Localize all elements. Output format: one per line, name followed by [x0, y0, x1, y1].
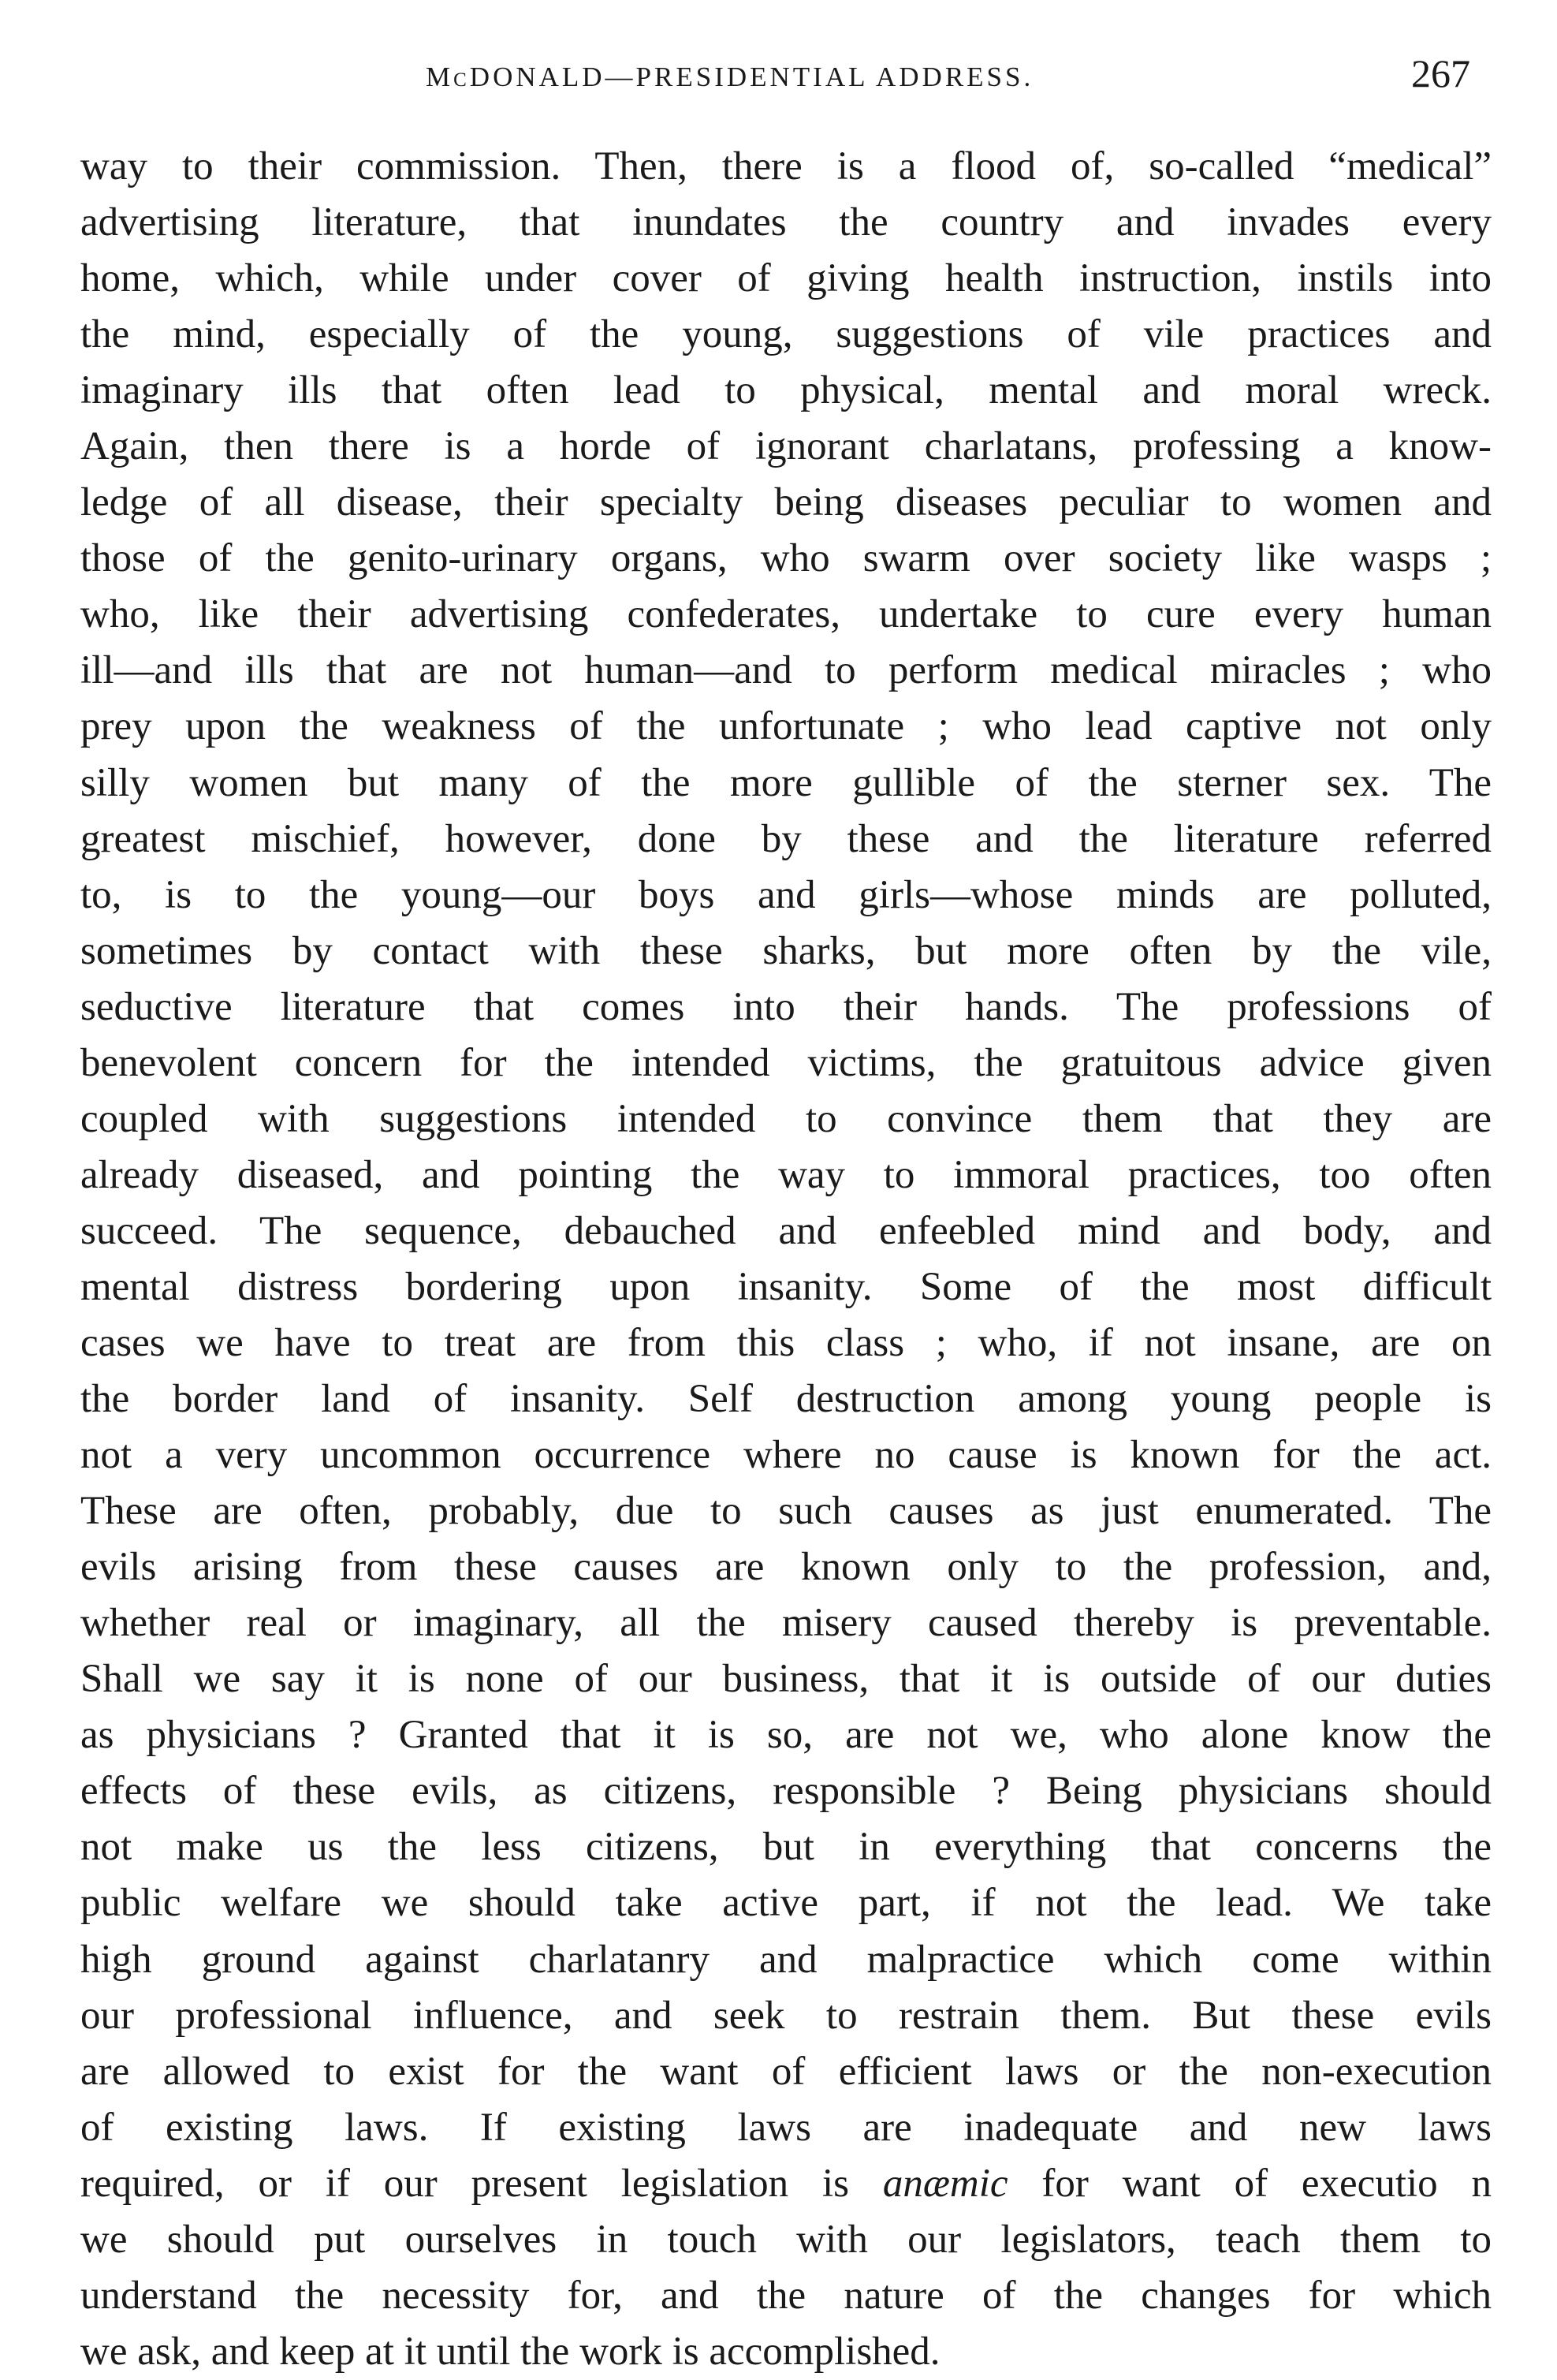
text-line [80, 2156, 1492, 2212]
text-line: we should put ourselves in touch with our legislators, teach them to [80, 2217, 1492, 2262]
text-line: benevolent concern for the intended victims, the gratuitous advice given [80, 1040, 1492, 1085]
text-segment: for want of executio n [1008, 2161, 1492, 2206]
text-line: the mind, especially of the young, suggestions of vile practices and [80, 312, 1492, 357]
text-line: already diseased, and pointing the way to immoral practices, too often [80, 1152, 1492, 1197]
running-title: McDONALD—PRESIDENTIAL ADDRESS. [426, 62, 1034, 92]
text-line: to, is to the young—our boys and girls—whose minds are polluted, [80, 872, 1492, 917]
text-line: ill—and ills that are not human—and to perform medical miracles ; who [80, 648, 1492, 693]
text-segment: required, or if our present legislation is [80, 2161, 883, 2206]
text-line: not make us the less citizens, but in everything that concerns the [80, 1825, 1492, 1870]
text-line-last: we ask, and keep at it until the work is accomplished. [80, 2329, 941, 2374]
text-line: high ground against charlatanry and malpractice which come within [80, 1937, 1492, 1982]
text-line: sometimes by contact with these sharks, but more often by the vile, [80, 928, 1492, 973]
text-line: the border land of insanity. Self destruction among young people is [80, 1377, 1492, 1422]
text-line: greatest mischief, however, done by these and the literature referred [80, 816, 1492, 861]
text-line: coupled with suggestions intended to convince them that they are [80, 1096, 1492, 1141]
running-head [0, 50, 1557, 98]
text-line: mental distress bordering upon insanity. Some of the most difficult [80, 1264, 1492, 1309]
italic-word: anæmic [882, 2161, 1008, 2206]
text-line: as physicians ? Granted that it is so, are not we, who alone know the [80, 1713, 1492, 1758]
page-number: 267 [1411, 51, 1470, 95]
text-line: home, which, while under cover of giving health instruction, instils into [80, 256, 1492, 301]
text-line: These are often, probably, due to such causes as just enumerated. The [80, 1489, 1492, 1534]
body-text [80, 139, 1492, 2380]
text-line: way to their commission. Then, there is a flood of, so-called “medical” [80, 144, 1492, 188]
text-line: ledge of all disease, their specialty being diseases peculiar to women and [80, 480, 1492, 525]
text-line: our professional influence, and seek to restrain them. But these evils [80, 1993, 1492, 2038]
text-line: evils arising from these causes are known only to the profession, and, [80, 1545, 1492, 1590]
text-line: understand the necessity for, and the nature of the changes for which [80, 2273, 1492, 2318]
text-line: not a very uncommon occurrence where no cause is known for the act. [80, 1433, 1492, 1478]
text-line: advertising literature, that inundates the country and invades every [80, 200, 1492, 245]
text-line: of existing laws. If existing laws are inadequate and new laws [80, 2105, 1492, 2150]
text-line: those of the genito-urinary organs, who swarm over society like wasps ; [80, 536, 1492, 581]
text-line: Shall we say it is none of our business, that it is outside of our duties [80, 1657, 1492, 1702]
text-line: effects of these evils, as citizens, responsible ? Being physicians should [80, 1769, 1492, 1814]
text-line: are allowed to exist for the want of efficient laws or the non-execution [80, 2049, 1492, 2094]
text-line: seductive literature that comes into their hands. The professions of [80, 984, 1492, 1029]
text-line: silly women but many of the more gullible of the sterner sex. The [80, 760, 1492, 805]
text-line: cases we have to treat are from this class ; who, if not insane, are on [80, 1320, 1492, 1365]
text-line: Again, then there is a horde of ignorant charlatans, professing a know- [80, 424, 1492, 469]
text-line: public welfare we should take active part, if not the lead. We take [80, 1881, 1492, 1926]
text-line: who, like their advertising confederates, undertake to cure every human [80, 592, 1492, 637]
text-line: prey upon the weakness of the unfortunate ; who lead captive not only [80, 704, 1492, 749]
text-line: whether real or imaginary, all the misery caused thereby is preventable. [80, 1601, 1492, 1646]
text-line: succeed. The sequence, debauched and enfeebled mind and body, and [80, 1208, 1492, 1253]
text-line: imaginary ills that often lead to physical, mental and moral wreck. [80, 368, 1492, 413]
